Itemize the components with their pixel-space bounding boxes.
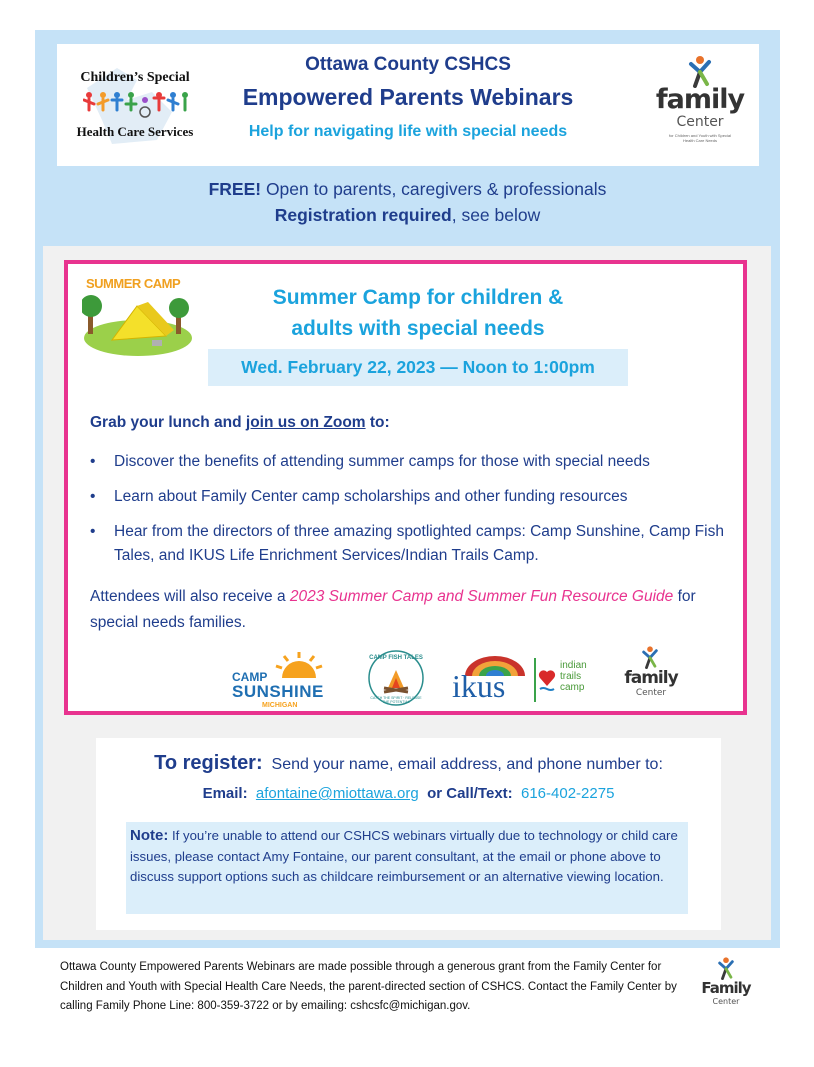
ikus-logo bbox=[452, 654, 600, 704]
org-name: Ottawa County CSHCS bbox=[305, 54, 511, 75]
email-link[interactable]: afontaine@miottawa.org bbox=[255, 785, 419, 802]
camp-sunshine-logo bbox=[232, 652, 342, 710]
ikus-word: ikus bbox=[452, 668, 506, 704]
fish-tales-bottom: CATCH THE SPIRIT · RELEASE THE POTENTIAL bbox=[370, 696, 422, 704]
partner-logos bbox=[68, 644, 743, 714]
page-title: Empowered Parents Webinars bbox=[242, 84, 574, 110]
free-label: FREE! bbox=[208, 179, 262, 199]
heart-icon bbox=[538, 664, 556, 692]
family-figure-icon bbox=[683, 54, 717, 88]
family-figure-icon bbox=[638, 644, 662, 670]
footer-text: Ottawa County Empowered Parents Webinars are made possible through a generous grant from the Family Center for Children and Youth with Special Health Care Needs, the parent-directed section of CSHCS. Contact the Family Center by calling Family Phone Line: 800-359-3722 or by emailing: cshcsfc@michigan.gov. bbox=[60, 961, 677, 1012]
sun-icon bbox=[274, 652, 324, 678]
family-center-small-word: family bbox=[624, 668, 678, 688]
contact-line bbox=[96, 785, 721, 802]
phone-number[interactable]: 616-402-2275 bbox=[521, 785, 615, 802]
attendees-pre: Attendees will also receive a bbox=[90, 588, 290, 605]
family-center-logo-center: Center bbox=[676, 114, 724, 130]
list-item: • Discover the benefits of attending summer camps for those with special needs bbox=[90, 450, 730, 474]
register-label: To register: bbox=[154, 752, 263, 774]
event-title bbox=[218, 282, 618, 344]
intro-text bbox=[35, 176, 780, 228]
cshcs-logo-line2: Health Care Services bbox=[76, 124, 194, 139]
grab-lunch-post: to: bbox=[365, 414, 390, 431]
page-subtitle: Help for navigating life with special needs bbox=[248, 123, 568, 140]
attendees-post: for special needs families. bbox=[90, 588, 696, 631]
family-center-logo-word: family bbox=[655, 84, 745, 115]
list-item: • Hear from the directors of three amazing spotlighted camps: Camp Sunshine, Camp Fish Tales, and IKUS Life Enrichment Services/Indian Trails Camp. bbox=[90, 520, 730, 568]
header-banner bbox=[57, 44, 759, 166]
indian-trails-text: indian trails camp bbox=[560, 660, 587, 693]
event-bullet-list bbox=[90, 450, 730, 579]
list-item: • Learn about Family Center camp scholarships and other funding resources bbox=[90, 485, 730, 509]
ikus-divider bbox=[534, 658, 536, 702]
footer-logo-word: Family bbox=[701, 979, 751, 997]
summer-camp-logo bbox=[82, 276, 194, 360]
family-center-logo bbox=[655, 54, 745, 154]
free-text: Open to parents, caregivers & professionals bbox=[261, 179, 607, 199]
event-date-box bbox=[208, 349, 628, 386]
camp-fish-tales-logo bbox=[360, 648, 432, 708]
family-center-small-center: Center bbox=[635, 688, 667, 698]
camp-sunshine-sub: MICHIGAN bbox=[262, 702, 298, 709]
event-card bbox=[64, 260, 747, 715]
email-label: Email: bbox=[202, 785, 256, 802]
event-title-line1: Summer Camp for children & bbox=[272, 286, 564, 309]
fish-tales-top: CAMP FISH TALES bbox=[369, 655, 423, 661]
camp-sunshine-camp: CAMP bbox=[232, 670, 268, 684]
grab-lunch-line bbox=[90, 414, 390, 432]
attendees-text bbox=[90, 584, 740, 636]
register-text: Send your name, email address, and phone number to: bbox=[262, 756, 663, 773]
resource-guide-title: 2023 Summer Camp and Summer Fun Resource Guide bbox=[289, 588, 674, 605]
event-title-line2: adults with special needs bbox=[291, 317, 545, 340]
register-line bbox=[96, 752, 721, 775]
cshcs-logo-line1: Children’s Special bbox=[80, 70, 190, 85]
registration-required-label: Registration required bbox=[274, 205, 452, 225]
note-text bbox=[130, 826, 682, 888]
note-box bbox=[126, 822, 688, 914]
registration-required-text: , see below bbox=[451, 205, 541, 225]
grab-lunch-pre: Grab your lunch and bbox=[90, 414, 246, 431]
zoom-link[interactable]: join us on Zoom bbox=[245, 414, 366, 431]
footer-family-center-logo bbox=[696, 955, 756, 1021]
family-figure-icon bbox=[714, 955, 738, 981]
summer-camp-logo-text: SUMMER CAMP bbox=[86, 276, 181, 291]
footer-logo-center: Center bbox=[712, 997, 740, 1006]
note-label: Note: bbox=[130, 827, 169, 844]
call-label: or Call/Text: bbox=[418, 785, 521, 802]
note-body: If you’re unable to attend our CSHCS webinars virtually due to technology or child care issues, please contact Amy Fontaine, our parent consultant, at the email or phone above to discuss support options such as childcare reimbursement or an alternative viewing location. bbox=[130, 828, 678, 884]
family-center-small-logo bbox=[616, 644, 686, 704]
family-center-logo-tagline: for Children and Youth with Special Health Care Needs bbox=[668, 133, 732, 143]
event-date: Wed. February 22, 2023 — Noon to 1:00pm bbox=[241, 357, 595, 377]
camp-sunshine-name: SUNSHINE bbox=[232, 682, 324, 701]
register-card bbox=[96, 738, 721, 930]
